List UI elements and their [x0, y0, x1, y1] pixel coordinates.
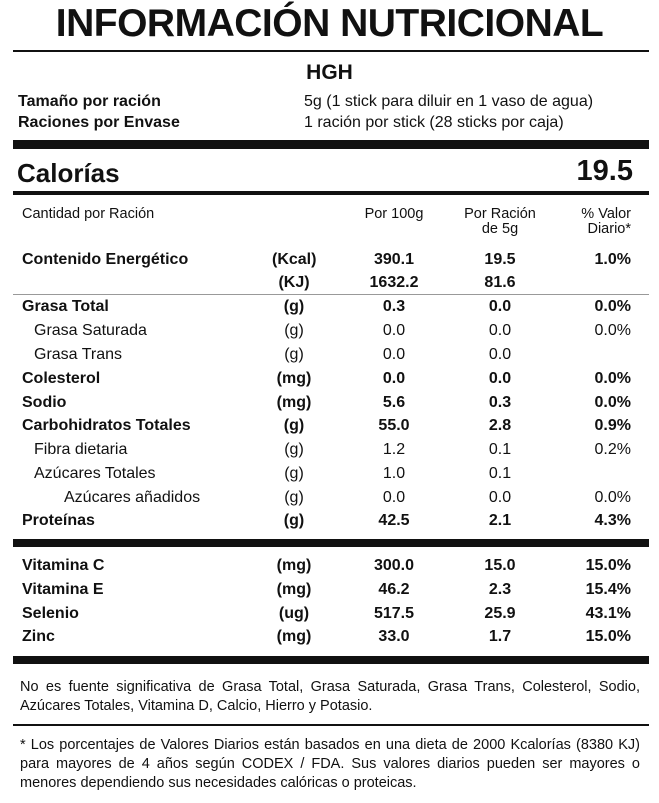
vitamin-unit: (mg): [276, 557, 312, 574]
nutrient-name: Carbohidratos Totales: [22, 417, 191, 434]
vitamin-name: Vitamina C: [22, 557, 105, 574]
nutrient-name: Grasa Total: [22, 298, 109, 315]
note-daily-values: * Los porcentajes de Valores Diarios están basados en una dieta de 2000 Kcalorías (8380 KJ) para mayores de 4 años según CODEX / FDA. Sus valores diarios pueden ser mayores o menores dependiendo sus necesidades calóricas o proteicas.: [20, 737, 640, 791]
nutrient-name: Sodio: [22, 394, 67, 411]
nutrient-daily-value: 0.9%: [594, 417, 631, 434]
nutrient-name: Proteínas: [22, 512, 95, 529]
nutrient-row: [0, 298, 659, 322]
vitamin-unit: (ug): [278, 605, 310, 622]
nutrient-daily-value: 0.0%: [594, 394, 631, 411]
nutrient-per100: 5.6: [382, 394, 406, 411]
nutrient-row: [0, 394, 659, 418]
serving-size-value: 5g (1 stick para diluir en 1 vaso de agua): [304, 93, 594, 110]
nutrient-name: Colesterol: [22, 370, 101, 387]
nutrient-row: [0, 465, 659, 489]
nutrient-per100: 0.0: [382, 346, 406, 363]
divider-thin-bottom: [13, 724, 649, 726]
divider-top: [13, 50, 649, 52]
nutrient-daily-value: 0.0%: [594, 298, 631, 315]
nutrient-row: [0, 251, 659, 275]
label-title: INFORMACIÓN NUTRICIONAL: [55, 2, 604, 45]
nutrient-per-serving: 0.0: [488, 298, 512, 315]
nutrient-daily-value: 0.0%: [594, 370, 631, 387]
vitamin-row: [0, 605, 659, 629]
nutrient-row: [0, 346, 659, 370]
nutrient-per-serving: 0.0: [488, 370, 512, 387]
nutrient-per-serving: 0.3: [488, 394, 512, 411]
calories-label: Calorías: [17, 158, 120, 188]
vitamin-daily-value: 15.0%: [585, 557, 631, 574]
serving-size-label: Tamaño por ración: [18, 93, 161, 110]
vitamin-per100: 300.0: [373, 557, 415, 574]
nutrient-unit: (g): [283, 298, 305, 315]
nutrient-unit: (g): [284, 441, 304, 458]
nutrient-per100: 42.5: [378, 512, 410, 529]
divider-calories: [13, 191, 649, 195]
nutrient-unit: (g): [284, 489, 304, 506]
note-not-significant: No es fuente significativa de Grasa Total, Grasa Saturada, Grasa Trans, Colesterol, Sodio, Azúcares Totales, Vitamina D, Calcio, Hierro y Potasio.: [20, 679, 640, 714]
nutrient-per-serving: 81.6: [484, 274, 516, 291]
vitamin-per-serving: 2.3: [488, 581, 512, 598]
vitamin-row: [0, 557, 659, 581]
vitamin-daily-value: 15.0%: [585, 628, 631, 645]
nutrient-name: Fibra dietaria: [34, 441, 128, 458]
nutrient-name: Azúcares añadidos: [64, 489, 201, 506]
nutrient-per100: 1632.2: [369, 274, 419, 291]
vitamin-unit: (mg): [276, 581, 312, 598]
nutrient-per-serving: 0.1: [488, 465, 512, 482]
nutrient-unit: (g): [283, 512, 305, 529]
nutrient-row: [0, 322, 659, 346]
nutrient-unit: (g): [283, 417, 305, 434]
vitamin-name: Selenio: [22, 605, 79, 622]
nutrient-row: [0, 512, 659, 536]
header-per-100g: Por 100g: [364, 206, 424, 222]
header-daily-value-line2: Diario*: [587, 221, 631, 237]
header-daily-value-line1: % Valor: [581, 206, 631, 222]
vitamin-row: [0, 628, 659, 652]
nutrient-daily-value: 0.0%: [594, 489, 631, 506]
nutrient-per100: 0.0: [382, 370, 406, 387]
nutrient-per-serving: 0.0: [488, 489, 512, 506]
divider-thick-1: [13, 140, 649, 149]
nutrient-unit: (KJ): [278, 274, 310, 291]
vitamin-daily-value: 43.1%: [585, 605, 631, 622]
divider-thin: [13, 294, 649, 295]
nutrient-unit: (mg): [276, 394, 312, 411]
nutrient-per100: 55.0: [378, 417, 410, 434]
calories-value: 19.5: [576, 155, 633, 187]
nutrient-name: Grasa Saturada: [34, 322, 147, 339]
header-per-serving-line1: Por Ración: [464, 206, 536, 222]
nutrient-unit: (g): [284, 465, 304, 482]
nutrient-per100: 0.3: [382, 298, 406, 315]
vitamin-per-serving: 1.7: [488, 628, 512, 645]
divider-thick-2: [13, 539, 649, 547]
vitamin-per100: 33.0: [378, 628, 410, 645]
nutrient-per-serving: 0.0: [488, 346, 512, 363]
nutrient-per-serving: 19.5: [484, 251, 516, 268]
vitamin-unit: (mg): [276, 628, 312, 645]
product-name: HGH: [306, 61, 353, 84]
header-amount: Cantidad por Ración: [22, 206, 155, 222]
nutrient-unit: (g): [284, 346, 304, 363]
divider-thick-3: [13, 656, 649, 664]
nutrient-name: Azúcares Totales: [34, 465, 156, 482]
nutrient-per100: 1.2: [382, 441, 406, 458]
nutrient-daily-value: 4.3%: [594, 512, 631, 529]
header-per-serving-line2: de 5g: [481, 221, 519, 237]
vitamin-per100: 46.2: [378, 581, 410, 598]
vitamin-per-serving: 15.0: [484, 557, 516, 574]
nutrient-per-serving: 0.0: [488, 322, 512, 339]
nutrient-name: Contenido Energético: [22, 251, 189, 268]
nutrient-row: [0, 441, 659, 465]
nutrient-per-serving: 2.8: [488, 417, 512, 434]
vitamin-name: Zinc: [22, 628, 55, 645]
vitamin-per100: 517.5: [373, 605, 415, 622]
vitamin-row: [0, 581, 659, 605]
nutrient-row: [0, 417, 659, 441]
vitamin-daily-value: 15.4%: [585, 581, 631, 598]
nutrient-daily-value: 1.0%: [594, 251, 631, 268]
nutrient-daily-value: 0.2%: [594, 441, 631, 458]
servings-per-container-value: 1 ración por stick (28 sticks por caja): [304, 114, 564, 131]
vitamin-name: Vitamina E: [22, 581, 104, 598]
nutrient-per-serving: 0.1: [488, 441, 512, 458]
nutrient-unit: (mg): [276, 370, 312, 387]
nutrient-daily-value: 0.0%: [594, 322, 631, 339]
nutrient-per100: 0.0: [382, 489, 406, 506]
nutrient-row: [0, 489, 659, 513]
nutrient-row: [0, 370, 659, 394]
nutrient-unit: (g): [284, 322, 304, 339]
vitamin-per-serving: 25.9: [484, 605, 516, 622]
nutrient-unit: (Kcal): [272, 251, 317, 268]
nutrient-per100: 390.1: [373, 251, 415, 268]
nutrient-name: Grasa Trans: [34, 346, 123, 363]
nutrient-per100: 1.0: [382, 465, 406, 482]
servings-per-container-label: Raciones por Envase: [18, 114, 180, 131]
nutrient-per100: 0.0: [382, 322, 406, 339]
nutrient-per-serving: 2.1: [488, 512, 512, 529]
